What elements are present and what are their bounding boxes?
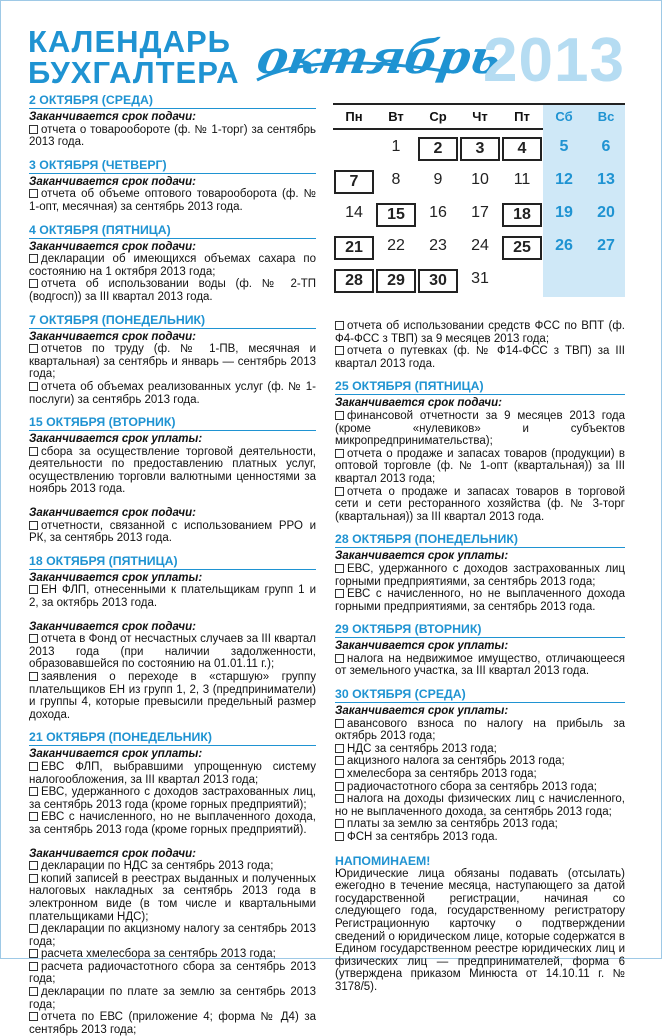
list-item-text: ЕВС, удержанного с доходов застрахованных лиц, за сентябрь 2013 года (кроме горных предприятий); — [29, 786, 316, 811]
calendar-day: 5 — [559, 138, 569, 155]
date-heading: 21 ОКТЯБРЯ (ПОНЕДЕЛЬНИК) — [29, 730, 316, 746]
list-item — [335, 653, 625, 678]
checkbox-icon — [29, 924, 38, 933]
reminder-text: Юридические лица обязаны подавать (отсылать) ежегодно в течение месяца, наступающего за датой государственной регистрации, начиная со следующего года, государственному регистратору Регистрационную карточку о подтверждении сведений о юридическом лице, которые содержатся в Едином государственном реестре юридических лиц и физических лиц — предпринимателей, форма 6 (утверждена приказом Минюста от 14.10.11 г. № 3178/5). — [335, 867, 625, 993]
calendar-day: 17 — [471, 204, 489, 221]
checkbox-icon — [335, 719, 344, 728]
deadline-subheading: Заканчивается срок подачи: — [29, 330, 196, 343]
checkbox-icon — [29, 812, 38, 821]
list-item — [335, 448, 625, 486]
list-item-text: налога на недвижимое имущество, отличающееся от земельного участка, за III квартал 2013 года. — [335, 652, 625, 678]
weekday-header: Вт — [388, 109, 404, 124]
list-item — [29, 253, 316, 278]
checkbox-icon — [29, 787, 38, 796]
checkbox-icon — [335, 744, 344, 753]
reminder-heading: НАПОМИНАЕМ! — [335, 853, 431, 868]
list-item — [335, 320, 625, 345]
calendar-day: 11 — [513, 171, 531, 188]
list-item — [335, 410, 625, 448]
list-item-text: авансового взноса по налогу на прибыль за октябрь 2013 года; — [335, 717, 625, 743]
list-item — [29, 811, 316, 836]
list-item-text: декларации по акцизному налогу за сентябрь 2013 года; — [29, 923, 316, 948]
calendar-day: 6 — [601, 138, 611, 155]
checkbox-icon — [335, 832, 344, 841]
date-heading: 18 ОКТЯБРЯ (ПЯТНИЦА) — [29, 554, 316, 570]
list-item-text: отчета о путевках (ф. № Ф14-ФСС з ТВП) за III квартал 2013 года. — [335, 345, 625, 370]
weekday-header: Вс — [597, 109, 615, 124]
deadline-subheading: Заканчивается срок уплаты: — [29, 433, 203, 446]
list-item-text: отчета об объеме оптового товарооборота (ф. № 1-опт, месячная) за сентябрь 2013 года. — [29, 188, 316, 213]
list-item-text: отчета о товарообороте (ф. № 1-торг) за сентябрь 2013 года. — [29, 123, 316, 149]
checkbox-icon — [335, 346, 344, 355]
checkbox-icon — [335, 794, 344, 803]
year-number: 2013 — [483, 26, 625, 95]
list-item-text: декларации об имеющихся объемах сахара по состоянию на 1 октября 2013 года; — [29, 253, 316, 278]
page-title — [28, 26, 240, 88]
checkbox-icon — [29, 344, 38, 353]
list-item — [29, 343, 316, 381]
checkbox-icon — [335, 321, 344, 330]
left-column — [29, 93, 316, 1036]
list-item — [335, 345, 625, 370]
list-item-text: отчетов по труду (ф. № 1-ПВ, месячная и квартальная) за сентябрь и январь — сентябрь 2013 года; — [29, 343, 316, 381]
list-item-text: сбора за осуществление торговой деятельности, деятельности по предоставлению платных услуг, осуществлению торговли валютными ценностями за ноябрь 2013 года. — [29, 445, 316, 496]
list-item-text: расчета хмелесбора за сентябрь 2013 года; — [41, 948, 276, 961]
list-item — [29, 381, 316, 406]
checkbox-icon — [335, 449, 344, 458]
calendar-day: 28 — [334, 269, 374, 293]
calendar-day: 13 — [597, 171, 615, 188]
list-item-text: НДС за сентябрь 2013 года; — [347, 742, 497, 755]
list-item — [29, 671, 316, 721]
date-heading: 28 ОКТЯБРЯ (ПОНЕДЕЛЬНИК) — [335, 532, 625, 548]
list-item-text: отчета об использовании средств ФСС по ВПТ (ф. Ф4-ФСС з ТВП) за 9 месяцев 2013 года; — [335, 320, 625, 345]
list-item-text: расчета радиочастотного сбора за сентябрь 2013 года; — [29, 960, 316, 986]
list-item-text: ЕН ФЛП, отнесенными к плательщикам групп 1 и 2, за октябрь 2013 года. — [29, 584, 316, 610]
list-item — [335, 743, 625, 756]
list-item-text: ЕВС, удержанного с доходов застрахованных лиц горными предприятиями, за сентябрь 2013 года; — [335, 562, 625, 588]
list-item-text: отчетности, связанной с использованием РРО и РК, за сентябрь 2013 года. — [29, 519, 316, 545]
calendar-day: 14 — [345, 204, 363, 221]
calendar-day: 25 — [502, 236, 542, 260]
month-name: октябрь — [253, 30, 506, 84]
checkbox-icon — [29, 279, 38, 288]
calendar-day: 26 — [555, 237, 573, 254]
list-item — [29, 124, 316, 149]
list-item — [335, 588, 625, 613]
list-item — [29, 633, 316, 671]
list-item — [335, 831, 625, 844]
date-heading: 4 ОКТЯБРЯ (ПЯТНИЦА) — [29, 223, 316, 239]
list-item-text: отчета о продаже и запасах товаров в торговой сети и сети ресторанного хозяйства (ф. № 3-торг (квартальная)) за III квартал 2013 года. — [335, 485, 625, 523]
checkbox-icon — [335, 589, 344, 598]
checkbox-icon — [29, 634, 38, 643]
deadline-subheading: Заканчивается срок уплаты: — [29, 748, 203, 761]
list-item — [29, 278, 316, 303]
list-item-text: хмелесбора за сентябрь 2013 года; — [347, 768, 537, 781]
weekday-header: Сб — [555, 109, 573, 124]
calendar-day: 8 — [391, 171, 401, 188]
title-line-2: БУХГАЛТЕРА — [28, 55, 240, 90]
checkbox-icon — [29, 1012, 38, 1021]
list-item — [29, 446, 316, 496]
calendar-top-rule — [333, 103, 625, 105]
list-item — [335, 793, 625, 818]
checkbox-icon — [29, 189, 38, 198]
checkbox-icon — [29, 762, 38, 771]
checkbox-icon — [29, 125, 38, 134]
list-item — [335, 755, 625, 768]
checkbox-icon — [335, 756, 344, 765]
calendar-day: 15 — [376, 203, 416, 227]
list-item — [335, 718, 625, 743]
list-item — [335, 768, 625, 781]
list-item-text: ЕВС ФЛП, выбравшими упрощенную систему налогообложения, за III квартал 2013 года; — [29, 760, 316, 786]
date-heading: 30 ОКТЯБРЯ (СРЕДА) — [335, 687, 625, 703]
checkbox-icon — [335, 819, 344, 828]
weekend-background — [543, 103, 625, 297]
deadline-subheading: Заканчивается срок подачи: — [335, 397, 502, 410]
calendar-day: 4 — [502, 137, 542, 161]
calendar-header-rule — [333, 128, 543, 130]
checkbox-icon — [29, 521, 38, 530]
list-item-text: копий записей в реестрах выданных и полученных налоговых накладных за сентябрь 2013 года в электронном виде (в том числе и квартальными плательщиками НДС); — [29, 872, 316, 923]
list-item-text: платы за землю за сентябрь 2013 года; — [347, 818, 558, 831]
checkbox-icon — [29, 254, 38, 263]
list-item — [29, 584, 316, 609]
deadline-subheading: Заканчивается срок уплаты: — [29, 571, 203, 584]
deadline-subheading: Заканчивается срок уплаты: — [335, 550, 509, 563]
deadline-subheading: Заканчивается срок уплаты: — [335, 705, 509, 718]
deadline-subheading: Заканчивается срок подачи: — [29, 620, 196, 633]
checkbox-icon — [335, 564, 344, 573]
list-item-text: отчета в Фонд от несчастных случаев за III квартал 2013 года (при наличии задолженности, образовавшейся по состоянию на 01.01.11 г.); — [29, 633, 316, 671]
list-item — [29, 188, 316, 213]
list-item — [29, 923, 316, 948]
list-item — [29, 520, 316, 545]
checkbox-icon — [29, 861, 38, 870]
date-heading: 25 ОКТЯБРЯ (ПЯТНИЦА) — [335, 379, 625, 395]
calendar-day: 18 — [502, 203, 542, 227]
date-heading: 3 ОКТЯБРЯ (ЧЕТВЕРГ) — [29, 158, 316, 174]
calendar-day: 31 — [471, 270, 489, 287]
calendar-day: 20 — [597, 204, 615, 221]
list-item-text: акцизного налога за сентябрь 2013 года; — [347, 755, 565, 768]
calendar-day: 21 — [334, 236, 374, 260]
list-item — [29, 873, 316, 923]
checkbox-icon — [29, 585, 38, 594]
calendar-day: 27 — [597, 237, 615, 254]
calendar-day: 9 — [433, 171, 443, 188]
checkbox-icon — [335, 487, 344, 496]
calendar-day: 16 — [429, 204, 447, 221]
date-heading: 15 ОКТЯБРЯ (ВТОРНИК) — [29, 415, 316, 431]
calendar-day: 22 — [387, 237, 405, 254]
list-item-text: заявления о переходе в «старшую» группу плательщиков ЕН из групп 1, 2, 3 (предприниматели) и группы 4, которые превысили предельный размер дохода. — [29, 671, 316, 721]
list-item-text: декларации по плате за землю за сентябрь 2013 года; — [29, 986, 316, 1011]
list-item-text: отчета по ЕВС (приложение 4; форма № Д4) за сентябрь 2013 года; — [29, 1011, 316, 1036]
list-item — [335, 818, 625, 831]
list-item-text: ЕВС с начисленного, но не выплаченного дохода, за сентябрь 2013 года (кроме горных предприятий). — [29, 811, 316, 836]
list-item-text: ФСН за сентябрь 2013 года. — [347, 831, 498, 843]
checkbox-icon — [335, 782, 344, 791]
checkbox-icon — [335, 654, 344, 663]
checkbox-icon — [29, 962, 38, 971]
weekday-header: Ср — [429, 109, 447, 124]
calendar-day: 1 — [391, 138, 401, 155]
calendar-day: 24 — [471, 237, 489, 254]
list-item-text: декларации по НДС за сентябрь 2013 года; — [41, 860, 274, 873]
checkbox-icon — [29, 987, 38, 996]
date-heading: 2 ОКТЯБРЯ (СРЕДА) — [29, 93, 316, 109]
month-calendar-grid — [333, 103, 625, 297]
list-item-text: ЕВС с начисленного, но не выплаченного дохода горными предприятиями, за сентябрь 2013 года. — [335, 588, 625, 613]
checkbox-icon — [29, 672, 38, 681]
list-item-text: отчета об использовании воды (ф. № 2-ТП (водгосп)) за III квартал 2013 года. — [29, 278, 316, 303]
checkbox-icon — [29, 447, 38, 456]
calendar-day: 2 — [418, 137, 458, 161]
deadline-subheading: Заканчивается срок подачи: — [29, 847, 196, 860]
list-item-text: налога на доходы физических лиц с начисленного, но не выплаченного дохода, за сентябрь 2013 года; — [335, 793, 625, 818]
list-item-text: финансовой отчетности за 9 месяцев 2013 года (кроме «нулевиков» и субъектов микропредпринимательства); — [335, 409, 625, 448]
weekday-header: Чт — [472, 109, 488, 124]
calendar-day: 10 — [471, 171, 489, 188]
right-column — [335, 320, 625, 994]
list-item-text: отчета о продаже и запасах товаров (продукции) в оптовой торговле (ф. № 1-опт (квартальная)) за III квартал 2013 года; — [335, 447, 625, 485]
list-item — [29, 961, 316, 986]
calendar-day: 29 — [376, 269, 416, 293]
calendar-day: 23 — [429, 237, 447, 254]
list-item — [335, 781, 625, 794]
deadline-subheading: Заканчивается срок уплаты: — [335, 640, 509, 653]
checkbox-icon — [29, 874, 38, 883]
list-item — [29, 1011, 316, 1036]
list-item-text: отчета об объемах реализованных услуг (ф. № 1-послуги) за сентябрь 2013 года. — [29, 380, 316, 406]
weekday-header: Пт — [514, 109, 530, 124]
deadline-subheading: Заканчивается срок подачи: — [29, 111, 196, 123]
list-item — [335, 486, 625, 524]
list-item — [335, 563, 625, 588]
checkbox-icon — [335, 411, 344, 420]
deadline-subheading: Заканчивается срок подачи: — [29, 240, 196, 253]
calendar-day: 7 — [334, 170, 374, 194]
calendar-day: 12 — [555, 171, 573, 188]
weekday-header: Пн — [345, 109, 363, 124]
deadline-subheading: Заканчивается срок подачи: — [29, 507, 196, 520]
calendar-day: 3 — [460, 137, 500, 161]
calendar-day: 30 — [418, 269, 458, 293]
date-heading: 29 ОКТЯБРЯ (ВТОРНИК) — [335, 622, 625, 638]
list-item-text: радиочастотного сбора за сентябрь 2013 года; — [347, 780, 597, 793]
deadline-subheading: Заканчивается срок подачи: — [29, 175, 196, 188]
list-item — [29, 761, 316, 786]
checkbox-icon — [335, 769, 344, 778]
calendar-day: 19 — [555, 204, 573, 221]
list-item — [29, 786, 316, 811]
checkbox-icon — [29, 382, 38, 391]
list-item — [29, 860, 316, 873]
checkbox-icon — [29, 949, 38, 958]
date-heading: 7 ОКТЯБРЯ (ПОНЕДЕЛЬНИК) — [29, 313, 316, 329]
title-line-1: КАЛЕНДАРЬ — [28, 24, 231, 59]
list-item — [29, 986, 316, 1011]
